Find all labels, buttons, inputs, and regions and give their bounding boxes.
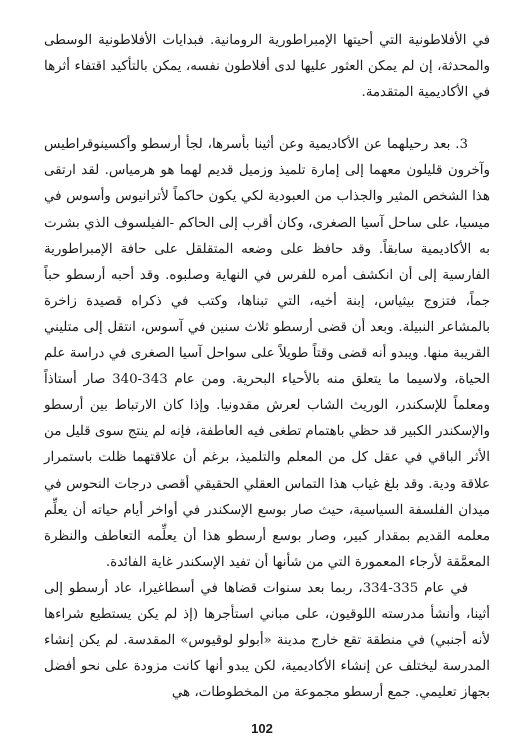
book-page (44, 28, 490, 718)
paragraph-section-3: 3. بعد رحيلهما عن الأكاديمية وعن أثينا بأسرها، لجأ أرسطو وأكسينوقراطيس وآخرون قليلون معهما إلى إمارة تلميذ وزميل قديم لهما هو هرمياس. لقد ارتقى هذا الشخص المثير والجذاب من العبودية لكي يكون حاكماً لأترانيوس وأسوس في ميسيا، على ساحل آسيا الصغرى، وكان أقرب إلى الحاكم -الفيلسوف الذي بشرت به الأكاديمية سابقاً. وقد حافظ على وضعه المتقلقل على حافة الإمبراطورية الفارسية إلى أن انكشف أمره للفرس في النهاية وصلبوه. وقد أحبه أرسطو حباً جماً، فتزوج بيثياس، إبنة أخيه، التي تبناها، وكتب في ذكراه قصيدة زاخرة بالمشاعر النبيلة. وبعد أن قضى أرسطو ثلاث سنين في آسوس، انتقل إلى متليني القريبة منها. ويبدو أنه قضى وقتاً طويلاً على سواحل آسيا الصغرى في دراسة علم الحياة، ولاسيما ما يتعلق منه بالأحياء البحرية. ومن عام 343-340 صار أستاذاً ومعلماً للإسكندر، الوريث الشاب لعرش مقدونيا. وإذا كان الارتباط بين أرسطو والإسكندر الكبير قد حظي باهتمام تطغى فيه العاطفة، فإنه لم ينتج سوى قليل من الأثر الباقي في عقل كل من المعلم والتلميذ، برغم أن علاقتهما ظلت باستمرار علاقة ودية. وقد بلغ غياب هذا التماس العقلي الحقيقي أقصى درجات النحوس في ميدان الفلسفة السياسية، حيث صار بوسع الإسكندر في أواخر أيام حياته أن يعلِّم معلمه القديم بمقدار كبير، وصار بوسع أرسطو هذا أن يعلِّمه التعاطف والنظرة المعمَّقة لأرجاء المعمورة التي من شأنها أن تفيد الإسكندر غاية الفائدة. (44, 137, 490, 570)
paragraph-gap (44, 106, 490, 132)
page-number: 102 (251, 721, 273, 736)
paragraph-lyceum: في عام 335-334، ربما بعد سنوات قضاها في أسطاغيرا، عاد أرسطو إلى أثينا، وأنشأ مدرسته اللوقيون، على مباني استأجرها (إذ لم يكن يستطيع شراءها لأنه أجنبي) في منطقة تقع خارج مدينة «أبولو لوقيوس» المقدسة. لم يكن إنشاء المدرسة ليختلف عن إنشاء الأكاديمية، لكن يبدو أنها كانت مزودة على نحو أفضل بجهاز تعليمي. جمع أرسطو مجموعة من المخطوطات، هي (44, 580, 490, 701)
paragraph-continuation: في الأفلاطونية التي أحيتها الإمبراطورية الرومانية. فبدايات الأفلاطونية الوسطى والمحدثة، إن لم يمكن العثور عليها لدى أفلاطون نفسه، يمكن بالتأكيد اقتفاء أثرها في الأكاديمية المتقدمة. (44, 33, 490, 101)
